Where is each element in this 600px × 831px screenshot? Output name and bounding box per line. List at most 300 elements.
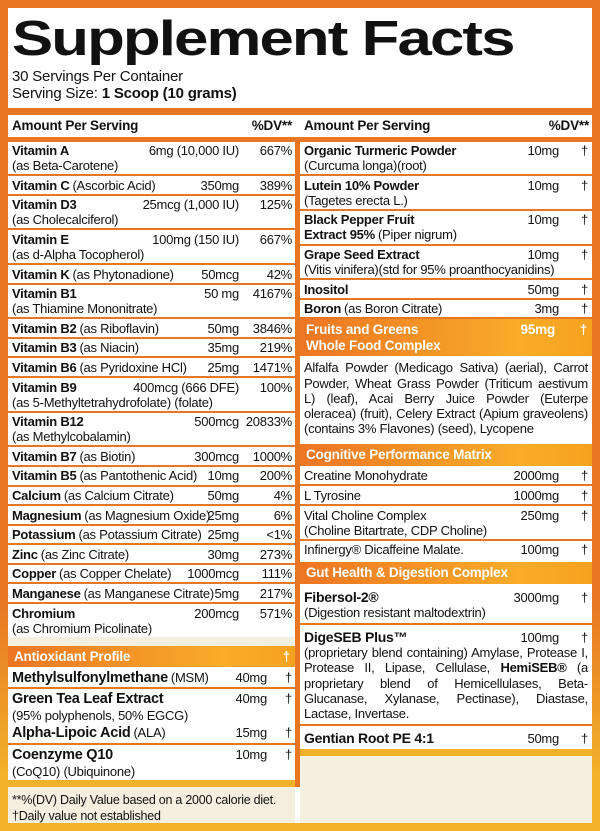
ingredient-dv: 1000% bbox=[252, 448, 292, 464]
table-row bbox=[8, 339, 295, 359]
ingredient-amount: 10mg bbox=[527, 247, 559, 263]
ingredient-amount: 100mg (150 IU) bbox=[152, 231, 239, 247]
ingredient-amount: 250mg bbox=[520, 507, 559, 523]
ingredient-amount: 100mg bbox=[520, 542, 559, 558]
ingredient bbox=[12, 606, 194, 621]
ingredient-amount: 1000mcg bbox=[187, 566, 239, 582]
table-row bbox=[8, 487, 295, 507]
section-header-antioxidant bbox=[8, 646, 295, 668]
ingredient-name: Lutein 10% Powder bbox=[304, 177, 419, 193]
row-main-line bbox=[12, 691, 292, 708]
ingredient-dv: 6% bbox=[273, 507, 292, 523]
footnotes bbox=[8, 787, 295, 823]
column-header-right bbox=[300, 118, 592, 133]
table-row bbox=[8, 285, 295, 320]
section-title-line2: Whole Food Complex bbox=[306, 337, 441, 353]
panel-title: Supplement Facts bbox=[12, 12, 514, 66]
row-main-line bbox=[12, 488, 292, 503]
section-title: Antioxidant Profile bbox=[14, 648, 131, 664]
row-main-line bbox=[304, 508, 588, 523]
ingredient-subtext-plain: (Tagetes erecta L.) bbox=[304, 192, 408, 208]
panel-inner bbox=[8, 8, 592, 823]
table-row bbox=[8, 467, 295, 487]
ingredient-subtext-plain: (Piper nigrum) bbox=[377, 227, 457, 243]
table-row bbox=[300, 142, 592, 177]
table-row bbox=[8, 378, 295, 413]
section-amount: 95mg bbox=[520, 322, 555, 338]
row-main-line bbox=[12, 606, 292, 621]
ingredient bbox=[304, 488, 514, 503]
ingredient bbox=[304, 247, 527, 262]
ingredient-amount: 40mg bbox=[235, 690, 267, 706]
ingredient bbox=[304, 508, 521, 523]
ingredient bbox=[12, 143, 149, 158]
footnote-dagger: †Daily value not established bbox=[12, 808, 161, 823]
ingredient-note: (as Pantothenic Acid) bbox=[79, 468, 198, 484]
right-column bbox=[300, 142, 592, 823]
ingredient-name: Vitamin E bbox=[12, 231, 69, 247]
ingredient-dv: 1471% bbox=[252, 359, 292, 375]
row-main-line bbox=[304, 301, 588, 316]
table-row bbox=[300, 625, 592, 726]
ingredient bbox=[304, 589, 514, 605]
ingredient-name: Vitamin D3 bbox=[12, 197, 77, 213]
ingredient-amount: 30mg bbox=[207, 546, 239, 562]
ingredient-note: (as Potassium Citrate) bbox=[78, 527, 202, 543]
ingredient-note: (as Niacin) bbox=[79, 340, 139, 356]
ingredient bbox=[12, 527, 207, 542]
ingredient-dv: † bbox=[581, 301, 588, 317]
ingredient-name: Vitamin A bbox=[12, 143, 69, 159]
ingredient-amount: 1000mg bbox=[513, 487, 559, 503]
section-title: Cognitive Performance Matrix bbox=[306, 447, 492, 463]
serving-size-label: Serving Size: bbox=[12, 84, 102, 102]
ingredient-name: Vitamin K bbox=[12, 266, 70, 282]
ingredient bbox=[12, 380, 133, 395]
ingredient-amount: 50mg bbox=[207, 488, 239, 504]
ingredient-subtext bbox=[12, 301, 292, 316]
row-main-line bbox=[304, 542, 588, 557]
row-main-line bbox=[12, 143, 292, 158]
table-row bbox=[8, 565, 295, 585]
ingredient-dv: 125% bbox=[259, 197, 292, 213]
ingredient-subtext bbox=[304, 523, 588, 538]
section-dv: † bbox=[579, 322, 587, 338]
ingredient-dv: † bbox=[581, 630, 588, 646]
table-row bbox=[300, 246, 592, 281]
table-row bbox=[300, 467, 592, 487]
ingredient-name: Vitamin C bbox=[12, 177, 70, 193]
ingredient bbox=[12, 449, 194, 464]
row-main-line bbox=[12, 360, 292, 375]
ingredient-name: Vital Choline Complex bbox=[304, 507, 427, 523]
ingredient bbox=[12, 488, 207, 503]
column-header-left bbox=[8, 118, 295, 133]
ingredient-amount: 25mg bbox=[207, 527, 239, 543]
table-row bbox=[8, 745, 295, 779]
ingredient-name: Alpha-Lipoic Acid bbox=[12, 725, 131, 742]
table-row bbox=[300, 486, 592, 506]
table-row bbox=[8, 176, 295, 196]
row-main-line bbox=[12, 232, 292, 247]
ingredient-subtext-plain: (as Chromium Picolinate) bbox=[12, 620, 152, 636]
ingredient-subtext bbox=[12, 247, 292, 262]
ingredient bbox=[12, 321, 207, 336]
table-row bbox=[300, 280, 592, 300]
ingredient-dv: † bbox=[285, 746, 292, 762]
ingredient-dv: † bbox=[285, 669, 292, 685]
section-title bbox=[306, 322, 521, 353]
ingredient-amount: 300mcg bbox=[194, 448, 239, 464]
ingredient bbox=[12, 586, 214, 601]
ingredient-name: Boron bbox=[304, 301, 342, 317]
ingredient-subtext bbox=[12, 764, 292, 779]
row-main-line bbox=[12, 586, 292, 601]
ingredient-subtext bbox=[12, 708, 292, 723]
ingredient-subtext-plain: (CoQ10) (Ubiquinone) bbox=[12, 763, 135, 779]
row-main-line bbox=[12, 725, 292, 742]
ingredient-name: L Tyrosine bbox=[304, 487, 361, 503]
ingredient-name: Vitamin B1 bbox=[12, 286, 77, 302]
ingredient-subtext-plain: (as d-Alpha Tocopherol) bbox=[12, 247, 145, 263]
row-main-line bbox=[12, 566, 292, 581]
ingredient-subtext bbox=[12, 429, 292, 444]
ingredient-dv: 667% bbox=[259, 143, 292, 159]
ingredient-subtext-bold: Extract 95% bbox=[304, 227, 375, 243]
ingredient-dv: 273% bbox=[259, 546, 292, 562]
ingredient-note: (as Pyridoxine HCl) bbox=[79, 359, 187, 375]
ingredient-note: (as Manganese Citrate) bbox=[83, 585, 214, 601]
ingredient bbox=[304, 468, 514, 483]
table-row bbox=[8, 689, 295, 723]
table-row bbox=[300, 585, 592, 625]
ingredient-subtext-plain: (Choline Bitartrate, CDP Choline) bbox=[304, 522, 487, 538]
ingredient-dv: † bbox=[581, 589, 588, 605]
ingredient-amount: 3mg bbox=[534, 301, 559, 317]
table-row bbox=[300, 541, 592, 559]
fruits-greens-ingredients: Alfalfa Powder (Medicago Sativa) (aerial), Carrot Powder, Wheat Grass Powder (Triticum aestivum L) (leaf), Acai Berry Juice Powder (Euterpe oleracea) (fruit), Celery Extract (Apium graveolens) (contains 3% Flavones) (seed), Lycopene bbox=[304, 360, 588, 437]
ingredient bbox=[12, 360, 207, 375]
ingredient-dv: 4% bbox=[273, 488, 292, 504]
ingredient-amount: 10mg bbox=[527, 143, 559, 159]
row-main-line bbox=[12, 449, 292, 464]
ingredient-note: (ALA) bbox=[133, 725, 166, 741]
gut-health-rows bbox=[300, 585, 592, 749]
gold-bar-left bbox=[8, 780, 295, 787]
divider-bar-top bbox=[8, 108, 592, 115]
ingredient-subtext-plain: (95% polyphenols, 50% EGCG) bbox=[12, 707, 189, 723]
row-main-line bbox=[12, 527, 292, 542]
table-row bbox=[300, 726, 592, 749]
ingredient-name: Green Tea Leaf Extract bbox=[12, 690, 164, 707]
table-row bbox=[8, 142, 295, 177]
section-title-line1: Fruits and Greens bbox=[306, 322, 419, 338]
ingredient-note: (as Magnesium Oxide) bbox=[84, 507, 211, 523]
ingredient-name: Calcium bbox=[12, 488, 61, 504]
ingredient-dv: 111% bbox=[261, 566, 292, 582]
cognitive-rows bbox=[300, 467, 592, 558]
ingredient bbox=[304, 282, 527, 297]
ingredient-amount: 10mg bbox=[527, 177, 559, 193]
ingredient-name: Zinc bbox=[12, 546, 38, 562]
ingredient-note: (as Boron Citrate) bbox=[344, 301, 443, 317]
ingredient bbox=[12, 197, 143, 212]
ingredient-dv: <1% bbox=[266, 527, 292, 543]
ingredient-name: Vitamin B9 bbox=[12, 379, 77, 395]
ingredient-amount: 10mg bbox=[207, 468, 239, 484]
ingredient bbox=[12, 232, 152, 247]
ingredient-amount: 10mg bbox=[527, 212, 559, 228]
row-main-line bbox=[12, 508, 292, 523]
ingredient-dv: † bbox=[581, 507, 588, 523]
serving-size bbox=[12, 86, 592, 103]
ingredient bbox=[304, 629, 521, 645]
row-main-line bbox=[12, 380, 292, 395]
ingredient bbox=[12, 566, 187, 581]
ingredient-dv: † bbox=[581, 730, 588, 746]
ingredient-dv: † bbox=[581, 212, 588, 228]
ingredient-subtext bbox=[304, 158, 588, 173]
ingredient-name: Vitamin B5 bbox=[12, 468, 77, 484]
ingredient-amount: 25mg bbox=[207, 507, 239, 523]
ingredient-subtext-plain: (as Thiamine Mononitrate) bbox=[12, 301, 158, 317]
section-header-cognitive bbox=[300, 444, 592, 466]
row-main-line bbox=[304, 212, 588, 227]
table-row bbox=[8, 724, 295, 745]
row-main-line bbox=[12, 414, 292, 429]
ingredient-dv: 4167% bbox=[252, 286, 292, 302]
footnote-dv: **%(DV) Daily Value based on a 2000 calorie diet. bbox=[12, 792, 277, 807]
ingredient-amount: 35mg bbox=[207, 340, 239, 356]
ingredient-amount: 40mg bbox=[235, 669, 267, 685]
ingredient bbox=[304, 178, 527, 193]
servings-per-container: 30 Servings Per Container bbox=[12, 67, 183, 85]
ingredient-note: (as Copper Chelate) bbox=[59, 566, 172, 582]
ingredient-dv: 42% bbox=[266, 266, 292, 282]
ingredient-amount: 6mg (10,000 IU) bbox=[148, 143, 239, 159]
ingredient-name: Vitamin B6 bbox=[12, 359, 77, 375]
ingredient-name: Vitamin B2 bbox=[12, 320, 77, 336]
ingredient-name: Grape Seed Extract bbox=[304, 247, 420, 263]
ingredient-subtext bbox=[12, 212, 292, 227]
section-header-gut-health bbox=[300, 562, 592, 584]
ingredient-amount: 500mcg bbox=[194, 414, 239, 430]
left-column bbox=[8, 142, 295, 823]
table-row bbox=[8, 265, 295, 285]
row-main-line bbox=[304, 282, 588, 297]
ingredient-amount: 25mg bbox=[207, 359, 239, 375]
ingredient-blend-text: (proprietary blend containing) Amylase, Protease I, Protease II, Lipase, Cellulase, HemiSEB® (a proprietary blend of Hemicellulases, Beta-Glucanase, Xylanase, Pectinase), Diastase, Lactase, Invertase. bbox=[304, 645, 588, 721]
ingredient-amount: 5mg bbox=[214, 585, 239, 601]
ingredient-subtext bbox=[12, 158, 292, 173]
ingredient-dv: † bbox=[581, 143, 588, 159]
ingredient-name: Vitamin B3 bbox=[12, 340, 77, 356]
row-main-line bbox=[12, 747, 292, 764]
row-main-line bbox=[304, 247, 588, 262]
ingredient bbox=[12, 670, 235, 687]
ingredient bbox=[304, 542, 521, 557]
row-main-line bbox=[304, 143, 588, 158]
dv-label: %DV** bbox=[548, 118, 589, 134]
ingredient bbox=[304, 143, 527, 158]
row-main-line bbox=[304, 730, 588, 746]
ingredient-subtext bbox=[304, 227, 588, 242]
section-title: Gut Health & Digestion Complex bbox=[306, 565, 508, 581]
row-main-line bbox=[304, 488, 588, 503]
row-main-line bbox=[12, 267, 292, 282]
ingredient-name: Inositol bbox=[304, 281, 349, 297]
row-main-line bbox=[304, 178, 588, 193]
ingredient bbox=[304, 730, 527, 746]
ingredient bbox=[12, 691, 235, 708]
ingredient-subtext-plain: (Digestion resistant maltodextrin) bbox=[304, 605, 486, 621]
ingredient-name: Methylsulfonylmethane bbox=[12, 669, 168, 686]
table-row bbox=[300, 211, 592, 246]
ingredient-dv: 389% bbox=[259, 177, 292, 193]
ingredient-subtext bbox=[12, 395, 292, 410]
ingredient-subtext-plain: (Vitis vinifera)(std for 95% proanthocyanidins) bbox=[304, 262, 555, 278]
table-row bbox=[8, 358, 295, 378]
ingredient-name: Magnesium bbox=[12, 507, 82, 523]
row-main-line bbox=[12, 286, 292, 301]
ingredient-name: Organic Turmeric Powder bbox=[304, 143, 457, 159]
ingredient-name: Vitamin B7 bbox=[12, 448, 77, 464]
row-main-line bbox=[304, 629, 588, 645]
row-main-line bbox=[12, 670, 292, 687]
ingredient-dv: 100% bbox=[259, 379, 292, 395]
ingredient bbox=[304, 212, 527, 227]
amount-per-serving-label: Amount Per Serving bbox=[12, 118, 139, 134]
table-row bbox=[8, 526, 295, 546]
ingredient-amount: 100mg bbox=[520, 630, 559, 646]
ingredient-name: Coenzyme Q10 bbox=[12, 746, 113, 763]
antioxidant-rows bbox=[8, 668, 295, 779]
ingredient-note: (as Zinc Citrate) bbox=[40, 546, 129, 562]
ingredient-dv: † bbox=[581, 468, 588, 484]
ingredient-dv: 200% bbox=[259, 468, 292, 484]
row-main-line bbox=[304, 468, 588, 483]
cream-gap bbox=[8, 637, 295, 646]
ingredient bbox=[12, 468, 207, 483]
ingredient-name: Copper bbox=[12, 566, 56, 582]
table-row bbox=[8, 413, 295, 448]
row-main-line bbox=[12, 321, 292, 336]
ingredient-note: (as Biotin) bbox=[79, 448, 136, 464]
ingredient-amount: 200mcg bbox=[194, 605, 239, 621]
table-row bbox=[8, 319, 295, 339]
ingredient-amount: 3000mg bbox=[513, 589, 559, 605]
ingredient-name: Creatine Monohydrate bbox=[304, 468, 428, 484]
ingredient-subtext bbox=[304, 193, 588, 208]
ingredient-dv: † bbox=[581, 177, 588, 193]
ingredient-subtext-plain: (as Beta-Carotene) bbox=[12, 158, 119, 174]
ingredient-name: Infinergy® Dicaffeine Malate. bbox=[304, 542, 464, 558]
ingredient-dv: 667% bbox=[259, 231, 292, 247]
ingredient-subtext bbox=[304, 262, 588, 277]
ingredient bbox=[304, 301, 534, 316]
ingredient-dv: 20833% bbox=[245, 414, 292, 430]
ingredient-subtext-plain: (as Methylcobalamin) bbox=[12, 429, 131, 445]
ingredient-note: (MSM) bbox=[170, 669, 209, 685]
ingredient-amount: 50mcg bbox=[201, 266, 239, 282]
table-row bbox=[300, 176, 592, 211]
serving-size-value: 1 Scoop (10 grams) bbox=[101, 84, 237, 102]
ingredient-amount: 400mcg (666 DFE) bbox=[133, 379, 239, 395]
ingredient-name: Chromium bbox=[12, 605, 75, 621]
ingredient-amount: 350mg bbox=[200, 177, 239, 193]
ingredient bbox=[12, 507, 211, 523]
ingredient-subtext bbox=[304, 605, 588, 620]
table-row bbox=[8, 506, 295, 526]
ingredient-amount: 50mg bbox=[527, 281, 559, 297]
gold-bar-right bbox=[300, 749, 592, 756]
ingredient-amount: 50 mg bbox=[204, 286, 239, 302]
ingredient bbox=[12, 725, 235, 742]
ingredient-note: (as Riboflavin) bbox=[79, 320, 159, 336]
vitamins-mineral-rows bbox=[8, 142, 295, 637]
row-main-line bbox=[12, 178, 292, 193]
section-header-fruits-greens bbox=[300, 319, 592, 356]
ingredient-dv: 571% bbox=[259, 605, 292, 621]
ingredient-dv: 3846% bbox=[252, 320, 292, 336]
column-headers bbox=[8, 115, 592, 137]
cream-filler bbox=[300, 756, 592, 823]
ingredient-name: Fibersol-2® bbox=[304, 588, 379, 605]
ingredient-dv: † bbox=[581, 487, 588, 503]
ingredient-amount: 10mg bbox=[235, 746, 267, 762]
ingredient bbox=[12, 747, 235, 764]
ingredient-amount: 25mcg (1,000 IU) bbox=[142, 197, 239, 213]
ingredient-name: DigeSEB Plus™ bbox=[304, 629, 408, 646]
table-row bbox=[8, 230, 295, 265]
row-main-line bbox=[12, 547, 292, 562]
table-row bbox=[8, 584, 295, 604]
ingredient-amount: 50mg bbox=[207, 320, 239, 336]
ingredient-subtext bbox=[12, 621, 292, 636]
table-row bbox=[8, 604, 295, 637]
table-row bbox=[300, 300, 592, 320]
table-row bbox=[8, 545, 295, 565]
dv-label: %DV** bbox=[251, 118, 292, 134]
ingredient bbox=[12, 286, 204, 301]
facts-table bbox=[8, 142, 592, 823]
ingredient-dv: † bbox=[285, 725, 292, 741]
ingredient-note: (Ascorbic Acid) bbox=[72, 177, 156, 193]
ingredient-note: (as Calcium Citrate) bbox=[63, 488, 174, 504]
table-row bbox=[8, 196, 295, 231]
ingredient-dv: † bbox=[581, 542, 588, 558]
ingredient-amount: 50mg bbox=[527, 730, 559, 746]
table-row bbox=[8, 668, 295, 689]
section-dv: † bbox=[282, 648, 290, 664]
ingredient-note: (as Phytonadione) bbox=[72, 266, 174, 282]
ingredient-subtext-plain: (as Cholecalciferol) bbox=[12, 212, 119, 228]
table-row bbox=[8, 447, 295, 467]
ingredient-name: Potassium bbox=[12, 527, 76, 543]
ingredient-dv: † bbox=[581, 281, 588, 297]
row-main-line bbox=[12, 197, 292, 212]
ingredient-dv: † bbox=[581, 247, 588, 263]
botanical-rows bbox=[300, 142, 592, 320]
ingredient bbox=[12, 340, 207, 355]
ingredient bbox=[12, 547, 207, 562]
ingredient-name: Black Pepper Fruit bbox=[304, 212, 415, 228]
ingredient-subtext-plain: (as 5-Methyltetrahydrofolate) (folate) bbox=[12, 394, 213, 410]
ingredient-amount: 2000mg bbox=[513, 468, 559, 484]
table-row bbox=[300, 506, 592, 541]
amount-per-serving-label: Amount Per Serving bbox=[304, 118, 431, 134]
ingredient bbox=[12, 267, 201, 282]
